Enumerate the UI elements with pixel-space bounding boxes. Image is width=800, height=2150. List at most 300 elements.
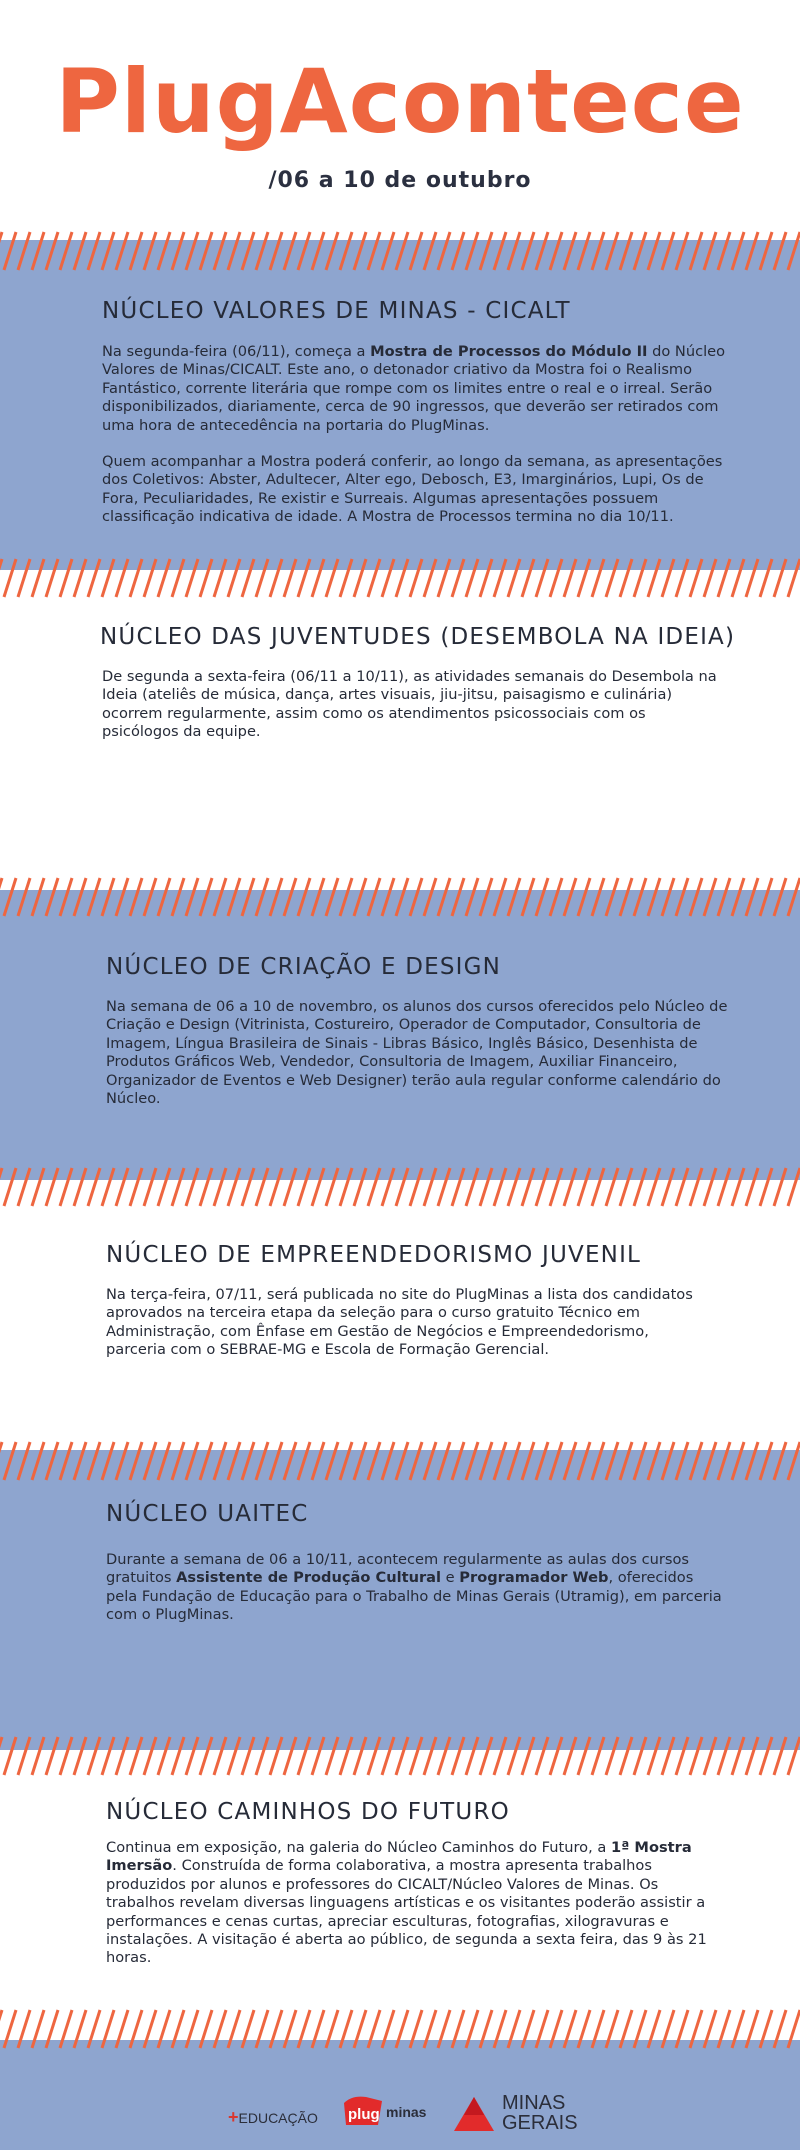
section-heading: NÚCLEO DE CRIAÇÃO E DESIGN — [106, 954, 502, 980]
stripe-slash — [256, 878, 268, 916]
stripe-slash — [270, 1442, 282, 1480]
stripe-slash — [788, 559, 800, 597]
stripe-slash — [270, 1737, 282, 1775]
stripe-slash — [18, 1442, 30, 1480]
stripe-slash — [452, 559, 464, 597]
stripe-slash — [690, 1737, 702, 1775]
stripe-slash — [746, 1737, 758, 1775]
stripe-slash — [0, 878, 2, 916]
stripe-slash — [410, 1168, 422, 1206]
stripe-slash — [620, 232, 632, 270]
stripe-slash — [214, 1168, 226, 1206]
stripe-slash — [550, 232, 562, 270]
stripe-slash — [144, 1737, 156, 1775]
stripe-slash — [340, 1442, 352, 1480]
stripe-slash — [312, 878, 324, 916]
stripe-slash — [88, 2010, 100, 2048]
stripe-slash — [130, 232, 142, 270]
stripe-slash — [550, 878, 562, 916]
stripe-slash — [116, 1737, 128, 1775]
stripe-slash — [494, 1168, 506, 1206]
stripe-slash — [326, 1168, 338, 1206]
stripe-divider — [0, 1733, 800, 1779]
stripe-slash — [214, 2010, 226, 2048]
stripe-slash — [4, 2010, 16, 2048]
stripe-slash — [354, 232, 366, 270]
stripe-slash — [676, 559, 688, 597]
stripe-slash — [4, 1737, 16, 1775]
stripe-slash — [396, 559, 408, 597]
stripe-slash — [410, 878, 422, 916]
section-text: Durante a semana de 06 a 10/11, acontecem regularmente as aulas dos cursos gratuitos Assistente de Produção Cultural e Programador Web, oferecidos pela Fundação de Educação para o Trabalho de Minas Gerais (Utramig), em parceria com o PlugMinas. — [106, 1551, 722, 1624]
stripe-slash — [74, 1442, 86, 1480]
stripe-slash — [4, 1168, 16, 1206]
stripe-slash — [732, 232, 744, 270]
page-subtitle: /06 a 10 de outubro — [268, 168, 532, 193]
stripe-slash — [564, 1442, 576, 1480]
stripe-slash — [564, 2010, 576, 2048]
stripe-slash — [270, 232, 282, 270]
stripe-slash — [298, 1168, 310, 1206]
stripe-slash — [326, 232, 338, 270]
stripe-slash — [536, 1168, 548, 1206]
stripe-slash — [368, 232, 380, 270]
stripe-slash — [382, 559, 394, 597]
stripe-slash — [592, 1168, 604, 1206]
stripe-slash — [774, 1442, 786, 1480]
stripe-slash — [368, 878, 380, 916]
stripe-slash — [578, 878, 590, 916]
stripe-slash — [88, 878, 100, 916]
stripe-slash — [214, 878, 226, 916]
stripe-slash — [508, 232, 520, 270]
stripe-slash — [746, 559, 758, 597]
stripe-slash — [74, 2010, 86, 2048]
stripe-slash — [46, 559, 58, 597]
stripe-slash — [186, 1442, 198, 1480]
stripe-slash — [102, 2010, 114, 2048]
stripe-slash — [214, 1737, 226, 1775]
stripe-slash — [676, 1168, 688, 1206]
stripe-slash — [354, 1442, 366, 1480]
stripe-slash — [704, 1737, 716, 1775]
stripe-slash — [144, 1168, 156, 1206]
stripe-slash — [718, 559, 730, 597]
stripe-slash — [410, 2010, 422, 2048]
section-text: De segunda a sexta-feira (06/11 a 10/11), as atividades semanais do Desembola na Ideia (ateliês de música, dança, artes visuais, jiu-jitsu, paisagismo e culinária) ocorrem regularmente, assim como os atendimentos psicossociais com os psicólogos da equipe. — [102, 668, 717, 741]
stripe-slash — [382, 878, 394, 916]
stripe-slash — [522, 1168, 534, 1206]
stripe-slash — [410, 232, 422, 270]
stripe-slash — [88, 1442, 100, 1480]
stripe-slash — [466, 2010, 478, 2048]
stripe-slash — [368, 1737, 380, 1775]
stripe-slash — [662, 232, 674, 270]
stripe-slash — [60, 878, 72, 916]
stripe-slash — [592, 232, 604, 270]
stripe-slash — [606, 1168, 618, 1206]
stripe-slash — [564, 559, 576, 597]
stripe-slash — [592, 878, 604, 916]
stripe-slash — [32, 232, 44, 270]
stripe-slash — [466, 559, 478, 597]
stripe-slash — [704, 878, 716, 916]
stripe-slash — [60, 232, 72, 270]
section-text: Na semana de 06 a 10 de novembro, os alunos dos cursos oferecidos pelo Núcleo de Criação e Design (Vitrinista, Costureiro, Operador de Computador, Consultoria de Imagem, Língua Brasileira de Sinais - Libras Básico, Inglês Básico, Desenhista de Produtos Gráficos Web, Vendedor, Consultoria de Imagem, Auxiliar Financeiro, Organizador de Eventos e Web Designer) terão aula regular conforme calendário do Núcleo. — [106, 998, 728, 1108]
stripe-slash — [438, 1442, 450, 1480]
stripe-slash — [774, 232, 786, 270]
stripe-slash — [760, 1168, 772, 1206]
stripe-slash — [298, 232, 310, 270]
stripe-slash — [32, 1737, 44, 1775]
section-heading: NÚCLEO VALORES DE MINAS - CICALT — [102, 298, 571, 324]
stripe-slash — [116, 878, 128, 916]
stripe-slash — [396, 878, 408, 916]
stripe-slash — [116, 559, 128, 597]
stripe-slash — [382, 1442, 394, 1480]
stripe-slash — [536, 559, 548, 597]
stripe-slash — [788, 232, 800, 270]
stripe-slash — [256, 232, 268, 270]
stripe-divider — [0, 1438, 800, 1484]
stripe-slash — [690, 559, 702, 597]
stripe-slash — [648, 2010, 660, 2048]
stripe-slash — [578, 2010, 590, 2048]
section-text: Continua em exposição, na galeria do Núcleo Caminhos do Futuro, a 1ª Mostra Imersão. Construída de forma colaborativa, a mostra apresenta trabalhos produzidos por alunos e professores do CICALT/Núcleo Valores de Minas. Os trabalhos revelam diversas linguagens artísticas e os visitantes poderão assistir a performances e cenas curtas, apreciar esculturas, fotografias, xilogravuras e instalações. A visitação é aberta ao público, de segunda a sexta feira, das 9 às 21 horas. — [106, 1839, 707, 1967]
stripe-slash — [368, 1442, 380, 1480]
stripe-slash — [396, 232, 408, 270]
stripe-slash — [354, 1737, 366, 1775]
stripe-slash — [200, 232, 212, 270]
minas-gerais-logo — [452, 2085, 592, 2135]
stripe-slash — [88, 1168, 100, 1206]
stripe-slash — [242, 232, 254, 270]
stripe-slash — [340, 559, 352, 597]
stripe-slash — [340, 878, 352, 916]
stripe-slash — [620, 559, 632, 597]
stripe-slash — [578, 1442, 590, 1480]
stripe-slash — [718, 1168, 730, 1206]
stripe-slash — [438, 2010, 450, 2048]
stripe-slash — [46, 1737, 58, 1775]
stripe-slash — [382, 1737, 394, 1775]
section-heading: NÚCLEO DE EMPREENDEDORISMO JUVENIL — [106, 1242, 642, 1268]
stripe-slash — [438, 1737, 450, 1775]
stripe-slash — [676, 1442, 688, 1480]
stripe-slash — [284, 232, 296, 270]
stripe-slash — [634, 1442, 646, 1480]
stripe-slash — [522, 1737, 534, 1775]
stripe-slash — [200, 2010, 212, 2048]
stripe-slash — [746, 1442, 758, 1480]
stripe-slash — [256, 559, 268, 597]
plus-icon: + — [228, 2107, 239, 2127]
stripe-slash — [648, 232, 660, 270]
stripe-slash — [32, 1442, 44, 1480]
stripe-slash — [200, 559, 212, 597]
stripe-slash — [424, 232, 436, 270]
stripe-slash — [298, 2010, 310, 2048]
stripe-slash — [732, 1442, 744, 1480]
stripe-slash — [130, 1442, 142, 1480]
plugminas-logo — [342, 2095, 432, 2129]
stripe-slash — [662, 878, 674, 916]
stripe-slash — [382, 2010, 394, 2048]
stripe-slash — [382, 232, 394, 270]
stripe-slash — [774, 878, 786, 916]
stripe-slash — [564, 1737, 576, 1775]
stripe-slash — [760, 559, 772, 597]
stripe-slash — [620, 878, 632, 916]
stripe-slash — [228, 878, 240, 916]
svg-text:minas: minas — [386, 2104, 427, 2120]
stripe-slash — [508, 1442, 520, 1480]
stripe-slash — [200, 878, 212, 916]
stripe-slash — [704, 232, 716, 270]
stripe-slash — [410, 559, 422, 597]
stripe-slash — [256, 1442, 268, 1480]
stripe-slash — [466, 232, 478, 270]
stripe-slash — [102, 1737, 114, 1775]
stripe-slash — [116, 232, 128, 270]
stripe-slash — [634, 878, 646, 916]
stripe-slash — [242, 878, 254, 916]
stripe-slash — [550, 559, 562, 597]
stripe-slash — [508, 559, 520, 597]
stripe-slash — [46, 232, 58, 270]
stripe-slash — [760, 1737, 772, 1775]
stripe-slash — [214, 1442, 226, 1480]
stripe-slash — [102, 559, 114, 597]
stripe-slash — [116, 1168, 128, 1206]
stripe-slash — [396, 1442, 408, 1480]
stripe-slash — [480, 1168, 492, 1206]
stripe-slash — [452, 232, 464, 270]
stripe-slash — [480, 1442, 492, 1480]
stripe-slash — [788, 1168, 800, 1206]
stripe-slash — [620, 1737, 632, 1775]
stripe-slash — [60, 559, 72, 597]
stripe-slash — [74, 559, 86, 597]
section-heading: NÚCLEO UAITEC — [106, 1501, 309, 1527]
stripe-slash — [158, 2010, 170, 2048]
stripe-slash — [550, 2010, 562, 2048]
stripe-slash — [102, 1168, 114, 1206]
stripe-slash — [704, 1168, 716, 1206]
stripe-slash — [424, 1737, 436, 1775]
stripe-slash — [326, 2010, 338, 2048]
stripe-slash — [788, 1442, 800, 1480]
stripe-divider — [0, 874, 800, 920]
stripe-slash — [718, 232, 730, 270]
stripe-slash — [284, 2010, 296, 2048]
stripe-slash — [312, 1168, 324, 1206]
stripe-slash — [186, 1737, 198, 1775]
stripe-slash — [186, 1168, 198, 1206]
stripe-slash — [312, 1737, 324, 1775]
stripe-slash — [32, 559, 44, 597]
stripe-slash — [242, 1737, 254, 1775]
stripe-slash — [466, 1737, 478, 1775]
stripe-slash — [620, 1442, 632, 1480]
stripe-divider — [0, 228, 800, 274]
stripe-slash — [494, 1737, 506, 1775]
stripe-divider — [0, 555, 800, 601]
stripe-slash — [242, 559, 254, 597]
stripe-slash — [256, 1737, 268, 1775]
stripe-slash — [256, 1168, 268, 1206]
stripe-slash — [172, 1168, 184, 1206]
stripe-divider — [0, 1164, 800, 1210]
stripe-slash — [18, 559, 30, 597]
stripe-slash — [522, 1442, 534, 1480]
stripe-slash — [634, 2010, 646, 2048]
stripe-slash — [298, 1737, 310, 1775]
stripe-slash — [690, 1168, 702, 1206]
stripe-slash — [788, 878, 800, 916]
stripe-slash — [536, 878, 548, 916]
stripe-slash — [0, 232, 2, 270]
stripe-slash — [774, 559, 786, 597]
stripe-slash — [186, 232, 198, 270]
stripe-slash — [480, 2010, 492, 2048]
stripe-slash — [480, 232, 492, 270]
stripe-slash — [242, 1442, 254, 1480]
stripe-slash — [60, 1168, 72, 1206]
header — [0, 0, 800, 240]
stripe-slash — [158, 1737, 170, 1775]
stripe-slash — [228, 559, 240, 597]
stripe-slash — [60, 1442, 72, 1480]
stripe-slash — [774, 1737, 786, 1775]
stripe-slash — [74, 878, 86, 916]
stripe-slash — [88, 559, 100, 597]
stripe-slash — [228, 1168, 240, 1206]
stripe-slash — [550, 1442, 562, 1480]
stripe-slash — [326, 559, 338, 597]
stripe-slash — [774, 2010, 786, 2048]
stripe-slash — [172, 878, 184, 916]
stripe-slash — [4, 232, 16, 270]
stripe-slash — [718, 878, 730, 916]
stripe-slash — [130, 878, 142, 916]
stripe-slash — [662, 559, 674, 597]
stripe-slash — [102, 1442, 114, 1480]
stripe-slash — [480, 878, 492, 916]
educacao-logo: +EDUCAÇÃO — [228, 2107, 318, 2127]
stripe-slash — [326, 1737, 338, 1775]
stripe-slash — [508, 2010, 520, 2048]
stripe-slash — [354, 1168, 366, 1206]
stripe-slash — [46, 878, 58, 916]
stripe-slash — [172, 559, 184, 597]
stripe-slash — [648, 559, 660, 597]
stripe-slash — [508, 878, 520, 916]
stripe-slash — [438, 1168, 450, 1206]
stripe-slash — [732, 1168, 744, 1206]
stripe-slash — [424, 878, 436, 916]
stripe-slash — [144, 232, 156, 270]
stripe-slash — [746, 2010, 758, 2048]
stripe-slash — [200, 1442, 212, 1480]
stripe-slash — [522, 878, 534, 916]
stripe-slash — [718, 2010, 730, 2048]
page-title: PlugAcontece — [55, 50, 745, 153]
stripe-slash — [578, 559, 590, 597]
stripe-slash — [242, 2010, 254, 2048]
stripe-slash — [522, 232, 534, 270]
stripe-slash — [606, 559, 618, 597]
stripe-slash — [200, 1737, 212, 1775]
stripe-slash — [256, 2010, 268, 2048]
stripe-slash — [18, 232, 30, 270]
stripe-slash — [592, 1442, 604, 1480]
stripe-slash — [102, 878, 114, 916]
footer-logos — [0, 2085, 800, 2135]
stripe-slash — [494, 232, 506, 270]
stripe-slash — [270, 2010, 282, 2048]
stripe-slash — [466, 1442, 478, 1480]
stripe-slash — [144, 2010, 156, 2048]
stripe-slash — [578, 1737, 590, 1775]
stripe-slash — [284, 559, 296, 597]
stripe-slash — [46, 1442, 58, 1480]
stripe-slash — [18, 2010, 30, 2048]
stripe-slash — [634, 1168, 646, 1206]
stripe-slash — [648, 1442, 660, 1480]
stripe-slash — [718, 1737, 730, 1775]
stripe-slash — [354, 878, 366, 916]
stripe-slash — [620, 1168, 632, 1206]
stripe-slash — [368, 559, 380, 597]
stripe-slash — [74, 232, 86, 270]
stripe-slash — [130, 2010, 142, 2048]
stripe-slash — [606, 2010, 618, 2048]
stripe-slash — [662, 1737, 674, 1775]
stripe-slash — [606, 1442, 618, 1480]
stripe-slash — [592, 559, 604, 597]
stripe-slash — [312, 232, 324, 270]
stripe-slash — [228, 1442, 240, 1480]
stripe-slash — [746, 232, 758, 270]
stripe-slash — [382, 1168, 394, 1206]
stripe-slash — [368, 1168, 380, 1206]
stripe-slash — [144, 878, 156, 916]
stripe-slash — [0, 559, 2, 597]
stripe-slash — [4, 1442, 16, 1480]
stripe-slash — [340, 1737, 352, 1775]
stripe-slash — [158, 559, 170, 597]
stripe-slash — [368, 2010, 380, 2048]
stripe-slash — [690, 2010, 702, 2048]
stripe-slash — [102, 232, 114, 270]
stripe-slash — [508, 1168, 520, 1206]
stripe-slash — [410, 1442, 422, 1480]
stripe-slash — [298, 878, 310, 916]
stripe-slash — [452, 878, 464, 916]
stripe-slash — [172, 1442, 184, 1480]
stripe-slash — [564, 878, 576, 916]
stripe-slash — [718, 1442, 730, 1480]
stripe-slash — [536, 1442, 548, 1480]
stripe-slash — [746, 878, 758, 916]
stripe-slash — [46, 2010, 58, 2048]
svg-text:plug: plug — [348, 2106, 380, 2123]
stripe-slash — [452, 1442, 464, 1480]
stripe-slash — [760, 2010, 772, 2048]
stripe-slash — [788, 2010, 800, 2048]
stripe-slash — [676, 232, 688, 270]
